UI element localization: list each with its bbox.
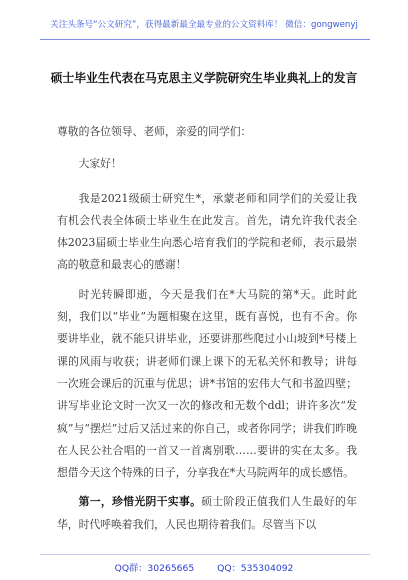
section-text: 硕士阶段正值我们人生最好的年华，时代呼唤着我们，人民也期待着我们。尽管当下以 bbox=[57, 495, 358, 531]
body-paragraph: 我是2021级硕士研究生*，承蒙老师和同学们的关爱让我有机会代表全体硕士毕业生在此发言。首先，请允许我代表全体2023届硕士毕业生向悉心培育我们的学院和老师，表示最崇高的敬意和最衷心的感谢！ bbox=[57, 191, 357, 272]
footer-qq-contact: QQ：535304092 bbox=[217, 563, 294, 574]
section-heading: 第一，珍惜光阴干实事。 bbox=[78, 495, 202, 509]
footer-divider bbox=[40, 554, 370, 555]
page-header-banner: 关注头条号“公文研究”，获得最新最全最专业的公文资料库！ 微信：gongwenyj bbox=[50, 20, 358, 30]
document-title: 硕士毕业生代表在马克思主义学院研究生毕业典礼上的发言 bbox=[50, 71, 358, 85]
salutation: 尊敬的各位领导、老师，亲爱的同学们： bbox=[57, 125, 252, 138]
document-body bbox=[57, 121, 357, 543]
section-paragraph bbox=[57, 491, 357, 536]
footer-qq-group: QQ群：30265665 bbox=[114, 563, 195, 574]
greeting: 大家好！ bbox=[78, 157, 122, 171]
header-divider bbox=[40, 39, 370, 40]
page-footer bbox=[0, 560, 408, 574]
body-paragraph: 时光转瞬即逝，今天是我们在*大马院的第*天。此时此刻，我们以“毕业”为题相聚在这里，既有喜悦，也有不舍。你要讲毕业，就不能只讲毕业，还要讲那些爬过小山坡到*号楼上课的风雨与收获；讲老师们课上课下的无私关怀和教导；讲每一次班会课后的沉重与优思；讲*书馆的宏伟大气和书盈四壁；讲写毕业论文时一次又一次的修改和无数个ddl；讲许多次“发疯”与“摆烂”过后又活过来的你自己，或者你同学；讲我们昨晚在人民公社合唱的一首又一首离别歌……要讲的实在太多。我想借今天这个特殊的日子，分享我在*大马院两年的成长感悟。 bbox=[57, 287, 357, 480]
